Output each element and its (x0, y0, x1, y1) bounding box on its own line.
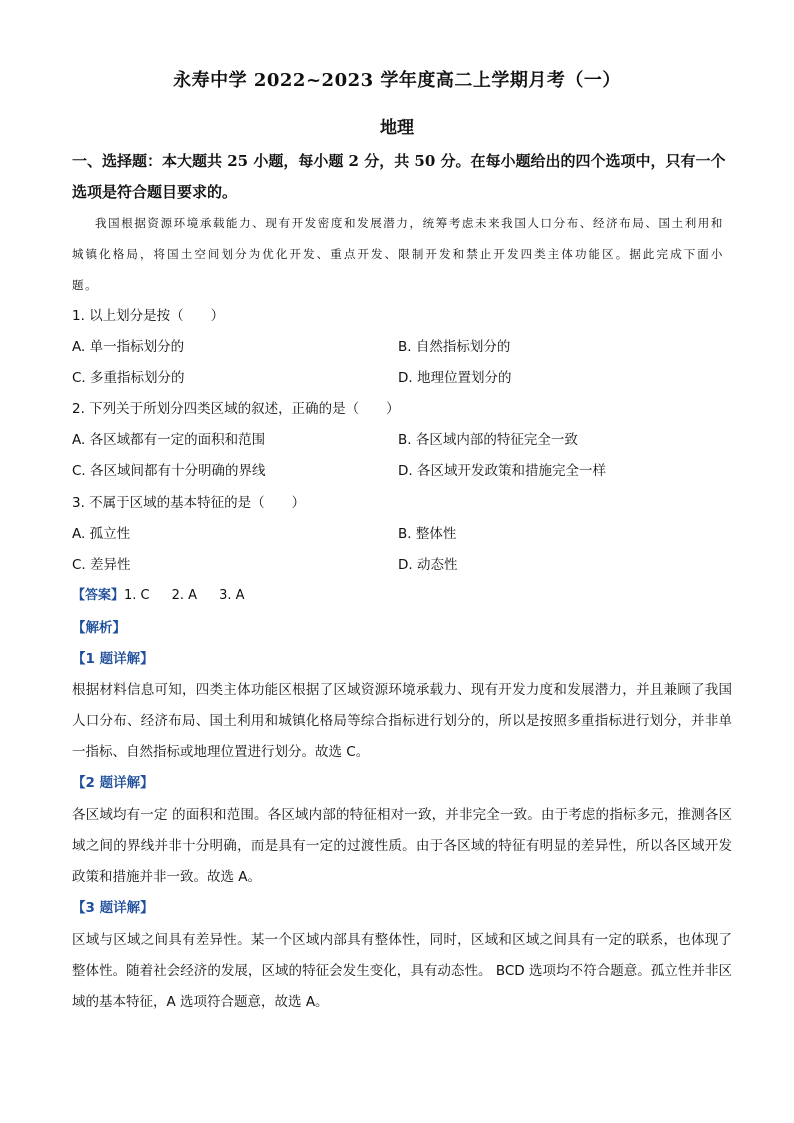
question-2-option-b: B. 各区域内部的特征完全一致 (398, 432, 578, 448)
answer-item: 1. C (124, 588, 150, 603)
analysis-label: 【解析】 (72, 620, 126, 636)
question-1-option-a: A. 单一指标划分的 (72, 339, 185, 355)
question-1-option-c: C. 多重指标划分的 (72, 370, 185, 386)
detail-2-text: 各区域均有一定 的面积和范围。各区域内部的特征相对一致，并非完全一致。由于考虑的指标多元，推测各区域之间的界线并非十分明确，而是具有一定的过渡性质。由于各区域的特征有明显的差异性，所以各区域开发政策和措施并非一致。故选 A。 (72, 807, 732, 885)
answer-line (72, 586, 267, 606)
reading-passage: 我国根据资源环境承载能力、现有开发密度和发展潜力，统筹考虑未来我国人口分布、经济布局、国土利用和城镇化格局，将国土空间划分为优化开发、重点开发、限制开发和禁止开发四类主体功能区。据此完成下面小题。 (72, 216, 724, 292)
question-3-option-a: A. 孤立性 (72, 526, 131, 542)
question-2-option-d: D. 各区域开发政策和措施完全一样 (398, 463, 606, 479)
question-3-stem: 3. 不属于区域的基本特征的是（ ） (72, 495, 306, 511)
section-heading: 一、选择题：本大题共 25 小题，每小题 2 分，共 50 分。在每小题给出的四个选项中，只有一个选项是符合题目要求的。 (72, 152, 726, 201)
question-3-option-c: C. 差异性 (72, 557, 131, 573)
detail-3-label: 【3 题详解】 (72, 900, 154, 916)
answer-item: 2. A (171, 588, 198, 603)
detail-3-text: 区域与区域之间具有差异性。某一个区域内部具有整体性，同时，区域和区域之间具有一定的联系，也体现了整体性。随着社会经济的发展，区域的特征会发生变化，具有动态性。 BCD 选项均不符合题意。孤立性并非区域的基本特征，A 选项符合题意，故选 A。 (72, 932, 732, 1010)
question-1-stem: 1. 以上划分是按（ ） (72, 308, 225, 324)
exam-title: 永寿中学 2022~2023 学年度高二上学期月考（一） (173, 70, 621, 91)
detail-2-label: 【2 题详解】 (72, 775, 154, 791)
question-2-stem: 2. 下列关于所划分四类区域的叙述，正确的是（ ） (72, 401, 400, 417)
question-3-option-b: B. 整体性 (398, 526, 457, 542)
subject-title: 地理 (380, 118, 414, 138)
question-1-option-b: B. 自然指标划分的 (398, 339, 511, 355)
answer-item: 3. A (219, 588, 245, 603)
detail-1-text: 根据材料信息可知，四类主体功能区根据了区域资源环境承载力、现有开发力度和发展潜力，并且兼顾了我国人口分布、经济布局、国土利用和城镇化格局等综合指标进行划分的，所以是按照多重指标进行划分，并非单一指标、自然指标或地理位置进行划分。故选 C。 (72, 682, 732, 760)
answer-items (124, 588, 267, 603)
question-2-option-a: A. 各区域都有一定的面积和范围 (72, 432, 266, 448)
detail-1-label: 【1 题详解】 (72, 651, 154, 667)
answer-label: 【答案】 (72, 588, 125, 603)
question-3-option-d: D. 动态性 (398, 557, 458, 573)
question-1-option-d: D. 地理位置划分的 (398, 370, 512, 386)
question-2-option-c: C. 各区域间都有十分明确的界线 (72, 463, 266, 479)
